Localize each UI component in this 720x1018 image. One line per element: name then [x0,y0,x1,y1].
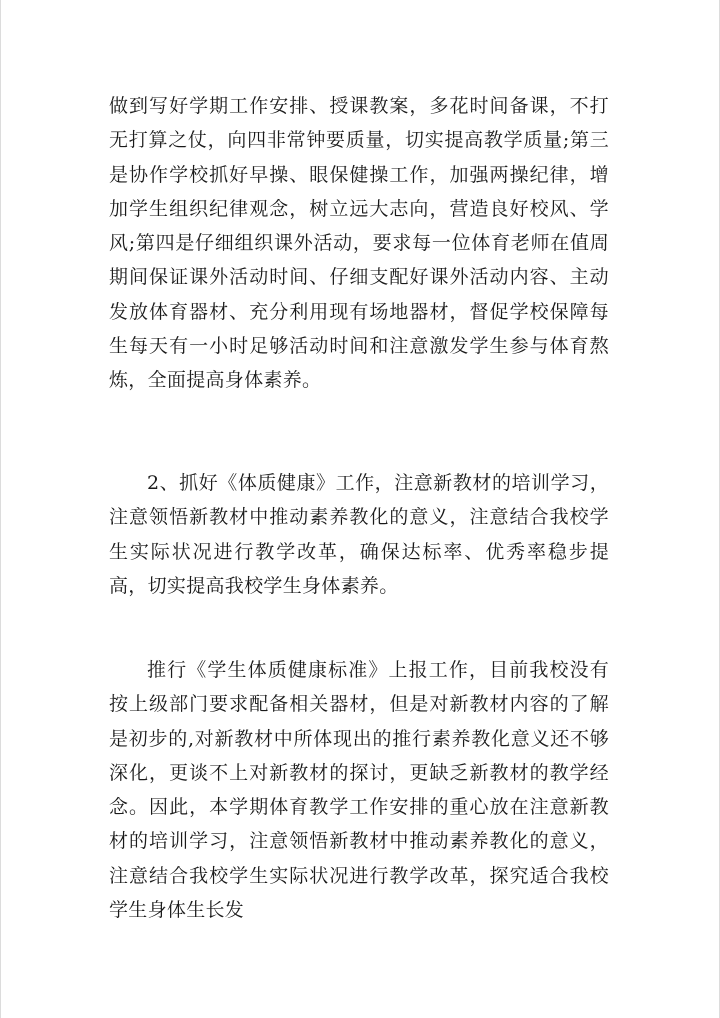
paragraph-1: 做到写好学期工作安排、授课教案，多花时间备课，不打无打算之仗，向四非常钟要质量，切实提高教学质量;第三是协作学校抓好早操、眼保健操工作，加强两操纪律，增加学生组织纪律观念，树立远大志向，营造良好校风、学风;第四是仔细组织课外活动，要求每一位体育老师在值周期间保证课外活动时间、仔细支配好课外活动内容、主动发放体育器材、充分利用现有场地器材，督促学校保障每生每天有一小时足够活动时间和注意激发学生参与体育熬炼，全面提高身体素养。 [109,95,609,392]
paragraph-3: 推行《学生体质健康标准》上报工作，目前我校没有按上级部门要求配备相关器材，但是对新教材内容的了解是初步的,对新教材中所体现出的推行素养教化意义还不够深化，更谈不上对新教材的探讨，更缺乏新教材的教学经念。因此，本学期体育教学工作安排的重心放在注意新教材的培训学习，注意领悟新教材中推动素养教化的意义，注意结合我校学生实际状况进行教学改革，探究适合我校学生身体生长发 [109,659,609,922]
paragraph-2: 2、抓好《体质健康》工作，注意新教材的培训学习，注意领悟新教材中推动素养教化的意义，注意结合我校学生实际状况进行教学改革，确保达标率、优秀率稳步提高，切实提高我校学生身体素养。 [109,472,609,597]
